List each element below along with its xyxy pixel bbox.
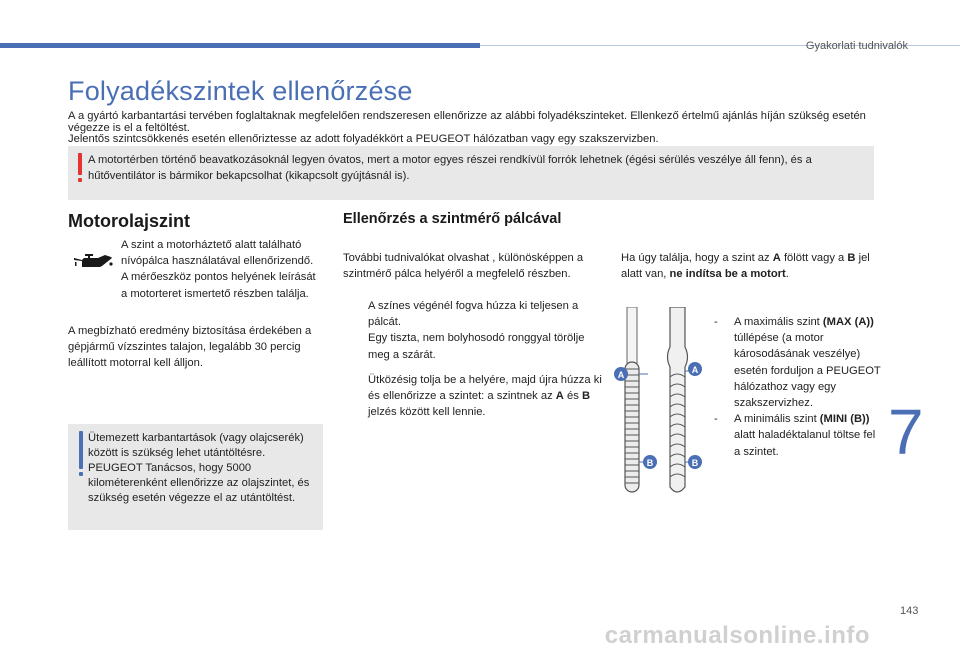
intro-line-2: Jelentős szintcsökkenés esetén ellenőriztesse az adott folyadékkört a PEUGEOT hálózatban vagy egy szakszervizben. xyxy=(68,133,659,145)
info-text: Ütemezett karbantartások (vagy olajcserék) között is szükség lehet utántöltésre. PEUGEOT Tanácsos, hogy 5000 kilométerenként ellenőrizze az olajszintet, és szükség esetén végezze el az utántöltést. xyxy=(88,432,310,504)
marker-a-right xyxy=(688,362,702,376)
chapter-number: 7 xyxy=(888,396,924,468)
info-icon xyxy=(79,431,83,469)
marker-b-left xyxy=(643,455,657,469)
list-item xyxy=(343,372,603,421)
marker-a-left xyxy=(614,367,628,381)
steps-list-2 xyxy=(343,372,603,421)
list-item: - A maximális szint (MAX (A)) túllépése (a motor károsodásának veszélye) esetén forduljon a PEUGEOT hálózathoz vagy egy szakszervizhez. xyxy=(714,316,881,410)
intro-line-1: A a gyártó karbantartási tervében foglaltaknak megfelelően rendszeresen ellenőrizze az alábbi folyadékszinteket. Ellenkező értelmű ajánlás híján szükség esetén végezze is el a feltöltést. xyxy=(68,110,866,134)
list-item: A színes végénél fogva húzza ki teljesen a pálcát. xyxy=(368,300,579,329)
warning-text: A motortérben történő beavatkozásoknál legyen óvatos, mert a motor egyes részei rendkívül forrók lehetnek (égési sérülés veszélye áll fenn), és a hűtőventilátor is bármikor bekapcsolhat (kikapcsolt gyújtásnál is). xyxy=(88,154,812,182)
dipstick-right xyxy=(668,307,690,492)
header-accent-bar xyxy=(0,43,480,48)
step-3-text: Ütközésig tolja be a helyére, majd újra húzza ki és ellenőrizze a szintet: a szintnek az A és B jelzés között kell lennie. xyxy=(368,374,602,419)
intro-text xyxy=(68,111,868,146)
warning-icon-dot xyxy=(78,178,82,182)
limits-list xyxy=(714,314,884,460)
section-label: Gyakorlati tudnivalók xyxy=(805,40,908,52)
motor-paragraph-1: A szint a motorháztető alatt található nívópálca használatával ellenőrizendő. A mérőeszköz pontos helyének leírását a motorteret ismertető részben találja. xyxy=(121,239,316,300)
dipstick-check-heading: Ellenőrzés a szintmérő pálcával xyxy=(343,211,562,227)
page-number: 143 xyxy=(900,605,919,617)
info-icon-dot xyxy=(79,472,83,476)
motor-paragraph-2: A megbízható eredmény biztosítása érdekében a gépjármű vízszintes talajon, legalább 30 percig leállított motorral kell álljon. xyxy=(68,325,312,370)
list-item: - A minimális szint (MINI (B)) alatt haladéktalanul töltse fel a szintet. xyxy=(714,413,876,458)
marker-a-left-label: A xyxy=(617,370,625,380)
dipstick-illustration xyxy=(610,307,710,497)
steps-list-1 xyxy=(343,298,603,363)
result-text: Ha úgy találja, hogy a szint az A fölött vagy a B jel alatt van, ne indítsa be a motort. xyxy=(621,252,870,281)
marker-b-right-label: B xyxy=(691,458,699,468)
page-title: Folyadékszintek ellenőrzése xyxy=(68,76,413,106)
motor-oil-heading: Motorolajszint xyxy=(68,211,190,231)
dipstick-intro: További tudnivalókat olvashat , különösképpen a szintmérő pálca helyéről a megfelelő részben. xyxy=(343,252,584,281)
marker-b-left-label: B xyxy=(646,458,654,468)
watermark: carmanualsonline.info xyxy=(604,622,870,649)
oil-can-icon xyxy=(72,252,114,274)
warning-icon xyxy=(78,153,82,175)
list-item: Egy tiszta, nem bolyhosodó ronggyal törölje meg a szárát. xyxy=(368,332,585,361)
marker-a-right-label: A xyxy=(691,365,699,375)
marker-b-right xyxy=(688,455,702,469)
